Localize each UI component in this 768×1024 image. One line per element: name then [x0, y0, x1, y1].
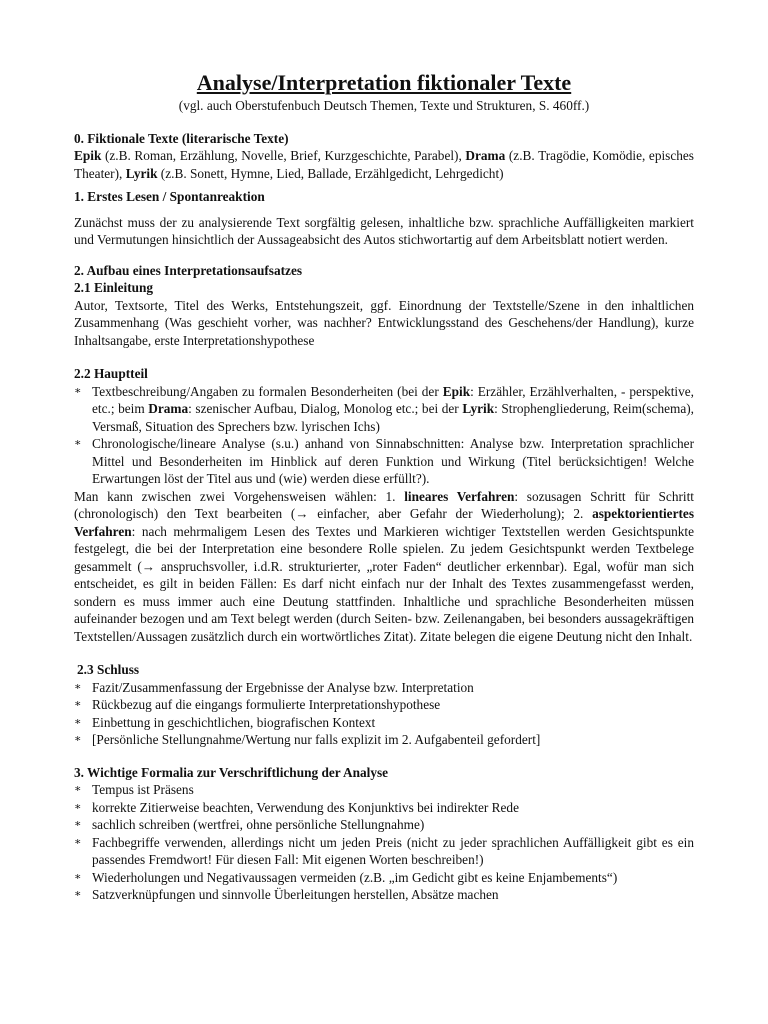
list-item-text: Einbettung in geschichtlichen, biografischen Kontext: [92, 714, 376, 730]
list-item-text: Rückbezug auf die eingangs formulierte Interpretationshypothese: [92, 697, 441, 712]
epik-term: Epik: [442, 383, 471, 399]
list-item-text: Fachbegriffe verwenden, allerdings nicht um jeden Preis (nicht zu jeder sprachlichen Auffälligkeit gibt es ein passendes Fremdwort! Für diesen Fall: Mit eigenen Worten beschreiben!): [92, 834, 694, 867]
lyrik-label: Lyrik: [125, 165, 158, 181]
formalia-list: [74, 781, 694, 904]
section-2-2-heading: 2.2 Hauptteil: [74, 366, 148, 381]
section-3-heading: 3. Wichtige Formalia zur Verschriftlichung der Analyse: [74, 764, 389, 780]
paragraph-text: : nach mehrmaligem Lesen des Textes und Markieren wichtiger Textstellen werden Gesichtspunkte festgelegt, die bei der Interpretation eine besondere Rolle spielen. Zu jedem Gesichtspunkt werden Textbelege gesammelt (→ anspruchsvoller, i.d.R. strukturierter, „roter Faden“ deutlicher erkennbar). Egal, wofür man sich entscheidet, es gilt in beiden Fällen: Es darf nicht einfach nur der Inhalt des Textes zusammengefasst werden, sondern es muss immer auch eine Deutung stattfinden. Inhaltliche und sprachliche Besonderheiten müssen aufeinander bezogen und am Text belegt werden (durch Seiten- bzw. Zeilenangaben, bei besonders aussagekräftigen Textstellen/Aussagen zusätzlich durch ein wortwörtliches Zitat). Zitate belegen die eigene Deutung nicht den Inhalt.: [74, 523, 694, 644]
list-item: [74, 799, 694, 817]
section-1-heading: 1. Erstes Lesen / Spontanreaktion: [74, 189, 265, 204]
section-0-heading: 0. Fiktionale Texte (literarische Texte): [74, 130, 289, 146]
bullet-icon: ∗: [74, 835, 82, 848]
section-2-heading: 2. Aufbau eines Interpretationsaufsatzes: [74, 262, 303, 278]
paragraph-text: Man kann zwischen zwei Vorgehensweisen wählen: 1.: [74, 488, 405, 504]
list-item-text: Tempus ist Präsens: [92, 782, 194, 797]
list-item-text: korrekte Zitierweise beachten, Verwendung des Konjunktivs bei indirekter Rede: [92, 799, 519, 815]
lyrik-term: Lyrik: [462, 401, 495, 416]
drama-term: Drama: [148, 401, 189, 416]
section-hauptteil: [74, 365, 694, 645]
list-item: [74, 679, 694, 697]
list-item-text: Satzverknüpfungen und sinnvolle Überleitungen herstellen, Absätze machen: [92, 887, 499, 902]
list-item: [74, 714, 694, 732]
list-item: [74, 816, 694, 834]
document-subtitle: (vgl. auch Oberstufenbuch Deutsch Themen, Texte und Strukturen, S. 460ff.): [178, 98, 590, 113]
schluss-list: [74, 679, 694, 749]
lyrik-text: (z.B. Sonett, Hymne, Lied, Ballade, Erzählgedicht, Lehrgedicht): [157, 165, 504, 181]
section-1-text: Zunächst muss der zu analysierende Text sorgfältig gelesen, inhaltliche bzw. sprachliche Auffälligkeiten markiert und Vermutungen hinsichtlich der Aussageabsicht des Autos stichwortartig auf dem Arbeitsblatt notiert werden.: [74, 214, 694, 247]
bullet-icon: ∗: [74, 733, 82, 745]
list-item: [74, 435, 694, 488]
section-aufbau: [74, 262, 694, 749]
section-erstes-lesen: [74, 188, 694, 249]
drama-text: (z.B. Tragödie, Komödie, episches Theater),: [74, 148, 694, 181]
list-item: [74, 781, 694, 799]
bullet-icon: ∗: [74, 888, 82, 900]
list-item-text: sachlich schreiben (wertfrei, ohne persönliche Stellungnahme): [92, 817, 425, 832]
verfahren-paragraph: [74, 488, 694, 646]
bullet-icon: ∗: [74, 870, 82, 883]
document-title: Analyse/Interpretation fiktionaler Texte: [196, 70, 572, 95]
section-0-text: [74, 147, 694, 182]
bullet-icon: ∗: [74, 680, 82, 693]
section-formalia: [74, 764, 694, 904]
list-item: [74, 731, 694, 749]
list-item: [74, 886, 694, 904]
list-item-text: Textbeschreibung/Angaben zu formalen Besonderheiten (bei der: [92, 383, 443, 399]
bullet-icon: ∗: [74, 698, 82, 710]
epik-label: Epik: [74, 148, 102, 163]
list-item: [74, 834, 694, 869]
section-fiktionale-texte: [74, 130, 694, 183]
bullet-icon: ∗: [74, 783, 82, 795]
list-item-text: Chronologische/lineare Analyse (s.u.) anhand von Sinnabschnitten: Analyse bzw. Interpretation sprachlicher Mittel und Besonderheiten im Hinblick auf deren Funktion und Wirkung (Titel berücksichtigen! Welche Erwartungen löst der Titel aus und (wie) werden diese erfüllt?).: [92, 436, 694, 486]
section-2-3-heading: 2.3 Schluss: [77, 662, 140, 677]
list-item: [74, 696, 694, 714]
aspektorientiertes-verfahren-term: aspektorientiertes Verfahren: [74, 506, 694, 539]
section-2-1-text: Autor, Textsorte, Titel des Werks, Entstehungszeit, ggf. Einordnung der Textstelle/Szene in den inhaltlichen Zusammenhang (Was geschieht vorher, was nachher? Entwicklungsstand des Geschehens/der Handlung), kurze Inhaltsangabe, erste Interpretationshypothese: [74, 297, 694, 348]
section-schluss: [74, 661, 694, 679]
list-item-text: : szenischer Aufbau, Dialog, Monolog etc.; bei der: [188, 401, 463, 416]
list-item-text: [Persönliche Stellungnahme/Wertung nur falls explizit im 2. Aufgabenteil gefordert]: [92, 732, 541, 747]
list-item: [74, 869, 694, 887]
bullet-icon: ∗: [74, 818, 82, 830]
drama-label: Drama: [465, 148, 506, 163]
list-item-text: : Erzähler, Erzählverhalten, - perspektive, etc.; beim: [92, 383, 695, 416]
bullet-icon: ∗: [74, 715, 82, 728]
paragraph-text: : sozusagen Schritt für Schritt (chronologisch) den Text bearbeiten (→ einfacher, aber Gefahr der Wiederholung); 2.: [74, 488, 694, 521]
list-item: [74, 383, 694, 436]
epik-text: (z.B. Roman, Erzählung, Novelle, Brief, Kurzgeschichte, Parabel),: [101, 148, 466, 163]
list-item-text: Wiederholungen und Negativaussagen vermeiden (z.B. „im Gedicht gibt es keine Enjambements“): [92, 869, 618, 885]
bullet-icon: ∗: [74, 800, 82, 813]
lineares-verfahren-term: lineares Verfahren: [404, 488, 515, 504]
bullet-icon: ∗: [74, 384, 82, 397]
hauptteil-list: [74, 383, 694, 488]
bullet-icon: ∗: [74, 437, 82, 449]
list-item-text: : Strophengliederung, Reim(schema), Versmaß, Situation des Sprechers bzw. lyrischen Ichs): [92, 401, 694, 434]
section-2-1-heading: 2.1 Einleitung: [74, 280, 154, 295]
list-item-text: Fazit/Zusammenfassung der Ergebnisse der Analyse bzw. Interpretation: [92, 679, 474, 695]
